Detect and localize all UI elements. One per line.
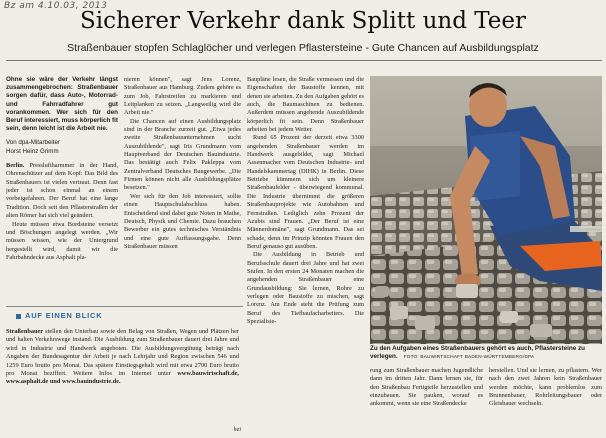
author-label: Von dpa-Mitarbeiter (6, 139, 60, 147)
info-box-term: Straßenbauer (6, 328, 44, 335)
dateline: Berlin. (6, 162, 25, 170)
paragraph: Baupläne lesen, die Straße vermessen und die Eigenschaften der Baustoffe kennen, mit denen sie arbeiten. Zu den Aufgaben gehört es auch, die Baumaschinen zu bedienen. Außerdem müssen angehende Auszubildende körperlich fit sein. Denn Straßenbauer arbeiten bei jedem Wetter. (247, 76, 364, 134)
article-headline: Sicherer Verkehr dank Splitt und Teer (79, 8, 527, 34)
author-name: Horst Heinz Grimm (6, 147, 59, 155)
article-lead: Ohne sie wäre der Verkehr längst zusammengebrochen: Straßenbauer sorgen dafür, dass Auto-, Motorrad- und Fahrradfahrer gut vorankommen. Wer sich für den Beruf interessiert, muss körperlich fit sein, denn leicht ist die Arbeit nie. (6, 76, 118, 133)
article-column-2 (124, 76, 241, 302)
photo-credit: FOTO: BAUWIRTSCHAFT BADEN-WÜRTTEMBERG/DPA (403, 353, 535, 359)
paragraph-text: Pressluftharmmer in der Hand, Ohrenschützer auf dem Kopf: Das Bild des Straßenbauers ist vielen vertraut. Denn fast jeder ist schon einmal an einem vorbeigefahren. Der Beruf hat eine lange Tradition. Doch seit den Pflasterstraßen der alten Römer hat sich viel geändert. (6, 162, 118, 220)
photo-caption (370, 345, 604, 360)
info-box-title (16, 311, 243, 320)
handwritten-date-note: Bz am 4.10.03, 2013 (4, 1, 108, 11)
paragraph: rung zum Straßenbauer machen Jugendliche dann im dritten Jahr. Dann lernen sie, für den Straßenbau Fertigteile herzustellen und einzubauen. Sie pauken, worauf es ankommt, wenn sie eine Straßendecke (370, 367, 483, 408)
info-box-signature: hei (233, 427, 241, 433)
article-column-1 (6, 76, 118, 302)
worker-paving-photo (370, 76, 602, 344)
paragraph: Die Chancen auf einen Ausbildungsplatz sind in der Branche zurzeit gut. „Etwa jedes zweite Straßenbauunternehmen sucht Auszubildende", sagt Iris Grundmann vom Hauptverband der Deutschen Bauindustrie. Das bestätigt auch Felix Pakleppa vom Zentralverband Deutsches Baugewerbe. „Die Firmen können nicht alle Ausbildungsplätze besetzen." (124, 117, 241, 192)
paragraph: Die Ausbildung in Betrieb und Berufsschule dauert drei Jahre und hat zwei Stufen. In den ersten 24 Monaten machen die angehenden Straßenbauer eine Grundausbildung: Sie lernen, Rohre zu verlegen oder Baustoffe zu mischen, sagt Lorenz. Am Ende steht die Prüfung zum Beruf des Tiefbaufacharbeiters. Die Spezialisie- (247, 251, 364, 325)
paragraph: Heute müssen etwa Bordsteine versetzt und Böschungen angelegt werden. „Wir müssen wissen, wie der Untergrund hergestellt wird, damit wir die Fahrbahndecke aus Asphalt pla- (6, 220, 118, 261)
article-column-3 (247, 76, 364, 434)
paragraph: Wer sich für den Job interessiert, sollte einen Hauptschulabschluss haben. Entscheidend sind dabei gute Noten in Mathe, Deutsch, Physik und Chemie. Dazu brauchen Bewerber ein gutes technisches Verständnis und eine gute Auffassungsgabe. Denn Straßenbauer müssen (124, 192, 241, 250)
info-box-text (6, 328, 243, 387)
info-box-title-text: AUF EINEN BLICK (25, 311, 103, 320)
square-bullet-icon (16, 314, 21, 319)
info-box-links: www.bauwirtschaft.de, www.asphalt.de und www.bauindustrie.de. (6, 370, 239, 386)
article-subhead: Straßenbauer stopfen Schlaglöcher und verlegen Pflastersteine - Gute Chancen auf Ausbildungsplatz (67, 42, 539, 54)
info-box-body: stellen den Unterbau sowie den Belag von Straßen, Wegen und Plätzen her und halten Verkehrswege instand. Die Ausbildung zum Straßenbauer dauert drei Jahre und wird in Industrie und Handwerk angeboten. Die Ausbildungsvergütung beträgt nach Angaben der Bundesagentur der Arbeit je nach Lehrjahr und Region zwischen 546 und 1259 Euro brutto pro Monat. Das spätere Einstiegsgehalt wird mit etwa 2700 Euro brutto pro Monat beziffert. Weitere Infos im Internet unter (6, 328, 239, 378)
caption-text: Zu den Aufgaben eines Straßenbauers gehört es auch, Pflastersteine zu verlegen. (370, 345, 585, 360)
paragraph: Rund 65 Prozent der derzeit etwa 3300 angehenden Straßenbauer werden im Handwerk ausgebildet, sagt Michael Assenmacher vom Deutschen Industrie- und Handelskammertag (DIHK) in Berlin. Diese Betriebe kümmern sich um kleinere Straßenbaufelder - überwiegend kommunal. Die Industrie übernimmt die größeren Straßenbauprojekte wie Autobahnen und Fernstraßen. Lediglich zehn Prozent der Azubis sind Frauen. „Der Beruf ist eine Männerdomäne", sagt Grundmann. Das sei schade, denn im Prinzip könnten Frauen den Beruf genauso gut ausüben. (247, 134, 364, 250)
header-divider (6, 60, 602, 61)
paragraph: herstellen. Und sie lernen, zu pflastern. Wer nach den zwei Jahren kein Straßenbauer werden möchte, kann problemlos zum Brunnenbauer, Rohrleitungsbauer oder Gleisbauer wechseln. (489, 367, 602, 408)
info-box (6, 306, 243, 432)
article-column-4 (370, 367, 483, 435)
article-photo (370, 76, 602, 344)
paragraph: nieren können", sagt Jens Lorenz, Straßenbauer aus Hamburg. Zudem gehöre es zum Job, Fahrstreifen zu markieren und Leitplanken zu setzen. „Langweilig wird die Arbeit nie." (124, 76, 241, 117)
article-column-5 (489, 367, 602, 435)
paragraph (6, 162, 118, 220)
